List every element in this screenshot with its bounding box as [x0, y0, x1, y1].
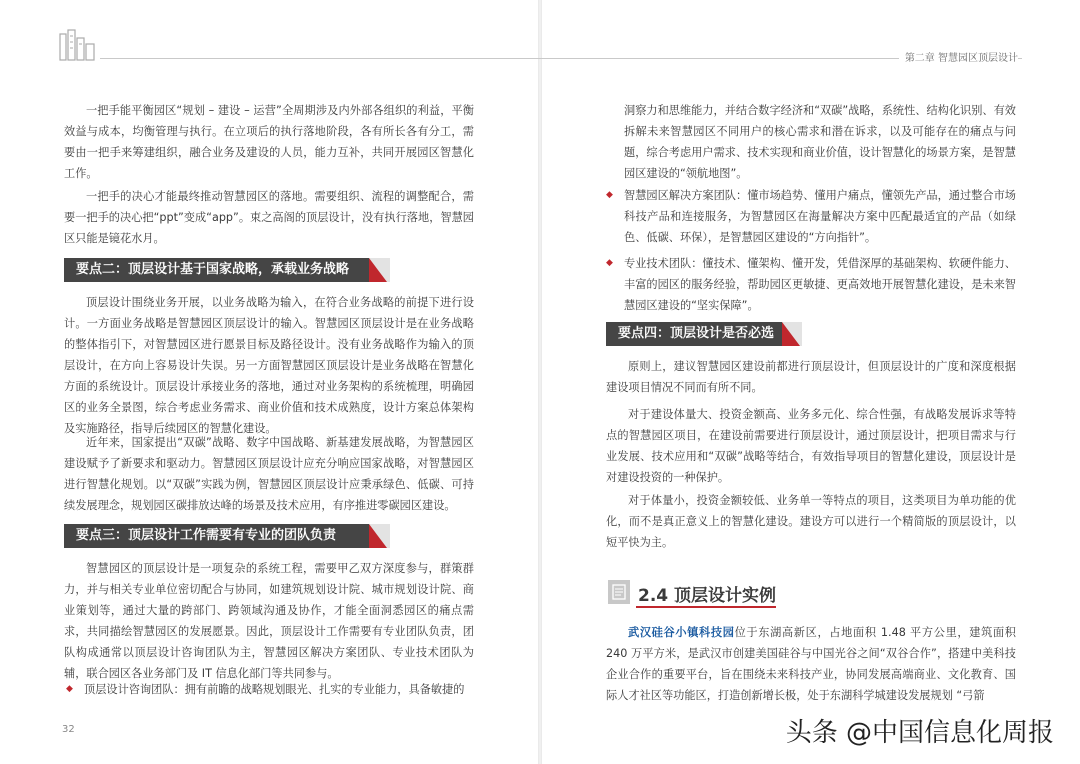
diamond-bullet-icon: ◆ — [606, 258, 613, 268]
paragraph — [606, 622, 1016, 706]
bullet-text: 智慧园区解决方案团队：懂市场趋势、懂用户痛点，懂领先产品，通过整合市场科技产品和连接服务，为智慧园区在海量解决方案中匹配最适宜的产品（如绿色、低碳、环保），是智慧园区建设的“方向指针”。 — [624, 189, 1016, 244]
heading-text: 要点四：顶层设计是否必选 — [606, 322, 782, 346]
document-icon — [608, 580, 630, 604]
building-logo-icon — [58, 28, 98, 62]
bullet-continuation: 洞察力和思维能力，并结合数字经济和“双碳”战略，系统性、结构化识别、有效拆解未来智慧园区不同用户的核心需求和潜在诉求，以及可能存在的痛点与问题，综合考虑用户需求、技术实现和商业价值，设计智慧化的场景方案，是智慧园区建设的“领航地图”。 — [624, 104, 1016, 180]
page-number: 32 — [62, 724, 75, 735]
heading-accent — [369, 524, 387, 548]
section-underline — [636, 606, 776, 608]
heading-accent — [369, 258, 387, 282]
paragraph-text: 位于东湖高新区，占地面积 1.48 平方公里，建筑面积 240 万平方米，是武汉市创建美国硅谷与中国光谷之间“双谷合作”，搭建中美科技企业合作的重要平台，旨在围绕未来科技产业，协同发展高端商业、文化教育、国际人才社区等功能区，打造创新增长极，处于东湖科学城建设发展规划 “弓箭 — [606, 626, 1016, 702]
paragraph: 顶层设计围绕业务开展，以业务战略为输入，在符合业务战略的前提下进行设计。一方面业务战略是智慧园区顶层设计的输入。智慧园区顶层设计是在业务战略的整体指引下，对智慧园区进行愿景目标及路径设计。没有业务战略作为输入的顶层设计，在方向上容易设计失误。另一方面智慧园区顶层设计是业务战略在智慧化方面的系统设计。顶层设计承接业务的落地，通过对业务架构的系统梳理，明确园区的业务全景图，综合考虑业务需求、商业价值和技术成熟度，设计方案总体架构及实施路径，指导后续园区的智慧化建设。 — [64, 296, 474, 435]
diamond-bullet-icon: ◆ — [606, 190, 613, 200]
bullet-text: 专业技术团队：懂技术、懂架构、懂开发，凭借深厚的基础架构、软硬件能力、丰富的园区的服务经验，帮助园区更敏捷、更高效地开展智慧化建设，是未来智慧园区建设的“坚实保障”。 — [624, 257, 1016, 312]
paragraph: 原则上，建议智慧园区建设前都进行顶层设计，但顶层设计的广度和深度根据建设项目情况不同而有所不同。 — [606, 360, 1016, 394]
paragraph: 对于建设体量大、投资金额高、业务多元化、综合性强，有战略发展诉求等特点的智慧园区项目，在建设前需要进行顶层设计，通过顶层设计，把项目需求与行业发展、技术应用和“双碳”战略等结合，有效指导项目的智慧化建设，顶层设计是对建设投资的一种保护。 — [606, 408, 1016, 484]
section-heading — [606, 322, 802, 346]
header-rule — [100, 58, 1022, 59]
section-heading — [64, 524, 390, 548]
paragraph: 一把手能平衡园区“规划 – 建设 – 运营”全周期涉及内外部各组织的利益，平衡效益与成本，均衡管理与执行。在立项后的执行落地阶段，各有所长各有分工，需要由一把手来筹建组织，融合业务及建设的人员，能力互补，共同开展园区智慧化工作。 — [64, 104, 474, 180]
company-name: 武汉硅谷小镇科技园 — [628, 626, 735, 639]
section-title-text: 2.4 顶层设计实例 — [638, 586, 777, 606]
paragraph: 近年来，国家提出“双碳”战略、数字中国战略、新基建发展战略，为智慧园区建设赋予了新要求和驱动力。智慧园区顶层设计应充分响应国家战略，对智慧园区进行智慧化规划。以“双碳”实践为例，智慧园区顶层设计应秉承绿色、低碳、可持续发展理念，规划园区碳排放达峰的场景及技术应用，有序推进零碳园区建设。 — [64, 436, 474, 512]
page-fold — [538, 0, 542, 764]
chapter-title: 第二章 智慧园区顶层设计 — [899, 49, 1018, 64]
paragraph: 对于体量小，投资金额较低、业务单一等特点的项目，这类项目为单功能的优化，而不是真正意义上的智慧化建设。建设方可以进行一个精简版的顶层设计，以短平快为主。 — [606, 494, 1016, 549]
watermark: 头条 @中国信息化周报 — [785, 718, 1054, 748]
heading-text: 要点二：顶层设计基于国家战略，承载业务战略 — [64, 258, 369, 282]
diamond-bullet-icon: ◆ — [66, 684, 73, 694]
section-heading — [64, 258, 390, 282]
paragraph: 智慧园区的顶层设计是一项复杂的系统工程，需要甲乙双方深度参与，群策群力，并与相关专业单位密切配合与协同，如建筑规划设计院、城市规划设计院、商业策划等，通过大量的跨部门、跨领域沟通及协作，才能全面洞悉园区的痛点需求，共同描绘智慧园区的发展愿景。因此，顶层设计工作需要有专业团队负责，团队构成通常以顶层设计咨询团队为主，智慧园区解决方案团队、专业技术团队为辅，联合园区各业务部门及 IT 信息化部门等共同参与。 — [64, 562, 474, 680]
paragraph: 一把手的决心才能最终推动智慧园区的落地。需要组织、流程的调整配合，需要一把手的决心把“ppt”变成“app”。束之高阁的顶层设计，没有执行落地，智慧园区只能是镜花水月。 — [64, 190, 474, 245]
bullet-text: 顶层设计咨询团队：拥有前瞻的战略规划眼光、扎实的专业能力，具备敏捷的 — [84, 683, 465, 696]
heading-accent — [782, 322, 800, 346]
heading-text: 要点三：顶层设计工作需要有专业的团队负责 — [64, 524, 369, 548]
